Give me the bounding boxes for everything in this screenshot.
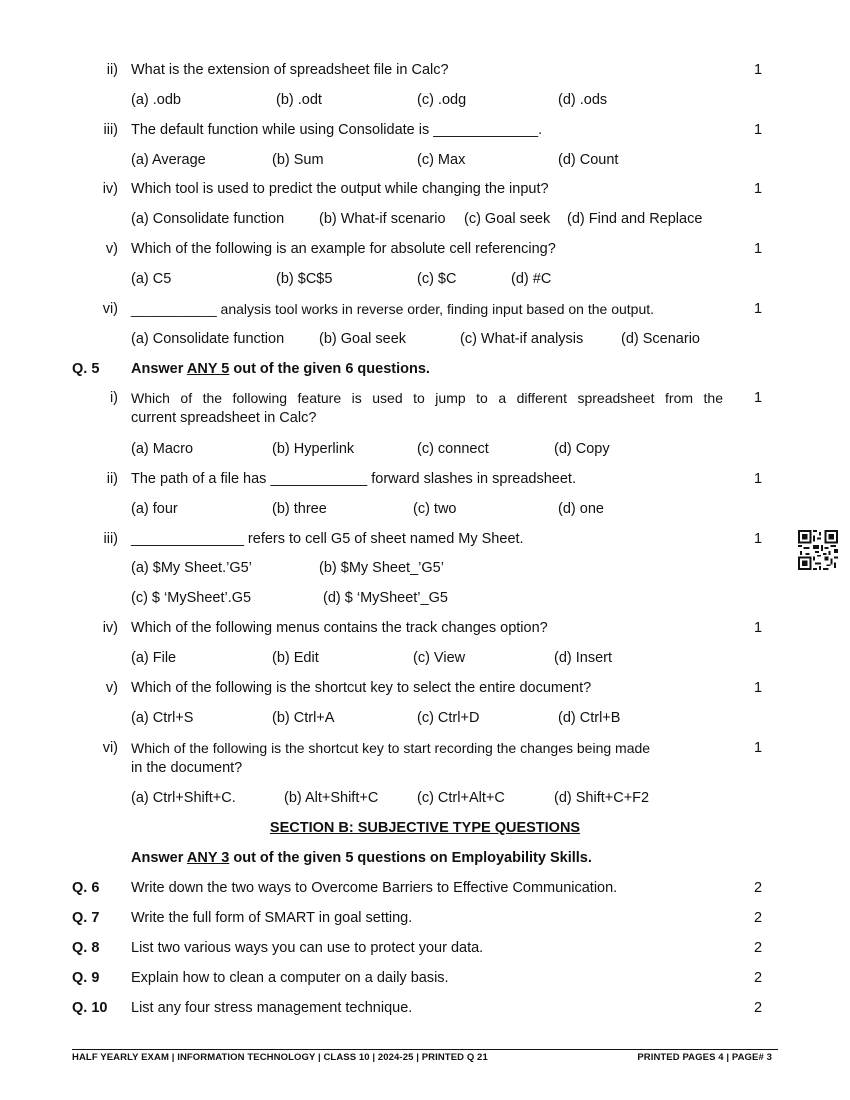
question-marks: 2 bbox=[753, 880, 763, 896]
question-text: Explain how to clean a computer on a daily basis. bbox=[131, 970, 449, 986]
option-a: (a) Ctrl+Shift+C. bbox=[131, 790, 236, 806]
question-label: Q. 6 bbox=[72, 880, 100, 896]
question-text: List any four stress management technique. bbox=[131, 1000, 413, 1016]
question-text: What is the extension of spreadsheet file in Calc? bbox=[131, 62, 449, 78]
option-d: (d) Insert bbox=[554, 650, 613, 666]
question-text: ___________ analysis tool works in reverse order, finding input based on the output. bbox=[131, 301, 655, 317]
option-b: (b) Ctrl+A bbox=[272, 710, 335, 726]
question-text: The path of a file has ____________ forward slashes in spreadsheet. bbox=[131, 471, 576, 487]
q5-label: Q. 5 bbox=[72, 361, 100, 377]
option-a: (a) Consolidate function bbox=[131, 331, 285, 347]
question-label: Q. 10 bbox=[72, 1000, 108, 1016]
question-marks: 1 bbox=[753, 620, 763, 636]
question-text: Write the full form of SMART in goal setting. bbox=[131, 910, 413, 926]
option-a: (a) four bbox=[131, 501, 178, 517]
question-label: Q. 7 bbox=[72, 910, 100, 926]
question-marks: 1 bbox=[753, 680, 763, 696]
option-a: (a) Macro bbox=[131, 441, 194, 457]
question-number: iii) bbox=[103, 122, 118, 138]
option-a: (a) $My Sheet.’G5’ bbox=[131, 560, 252, 576]
option-a: (a) File bbox=[131, 650, 177, 666]
option-b: (b) $My Sheet_’G5’ bbox=[319, 560, 444, 576]
q5-instruction: Answer ANY 5 out of the given 6 questions. bbox=[131, 361, 430, 377]
option-b: (b) three bbox=[272, 501, 327, 517]
qr-code-icon bbox=[798, 530, 838, 570]
question-text: Which tool is used to predict the output while changing the input? bbox=[131, 181, 549, 197]
question-label: Q. 9 bbox=[72, 970, 100, 986]
question-marks: 1 bbox=[753, 531, 763, 547]
option-c: (c) connect bbox=[417, 441, 489, 457]
question-number: ii) bbox=[106, 471, 118, 487]
question-marks: 1 bbox=[753, 122, 763, 138]
option-d: (d) Shift+C+F2 bbox=[554, 790, 650, 806]
question-marks: 1 bbox=[753, 740, 763, 756]
footer-rule bbox=[72, 1049, 778, 1050]
section-b-instruction: Answer ANY 3 out of the given 5 questions on Employability Skills. bbox=[131, 850, 592, 866]
option-d: (d) #C bbox=[511, 271, 552, 287]
question-text: List two various ways you can use to protect your data. bbox=[131, 940, 484, 956]
footer-left: HALF YEARLY EXAM | INFORMATION TECHNOLOGY | CLASS 10 | 2024-25 | PRINTED Q 21 bbox=[72, 1052, 488, 1063]
question-text: Write down the two ways to Overcome Barriers to Effective Communication. bbox=[131, 880, 618, 896]
question-marks: 2 bbox=[753, 1000, 763, 1016]
question-label: Q. 8 bbox=[72, 940, 100, 956]
question-marks: 1 bbox=[753, 181, 763, 197]
option-d: (d) Scenario bbox=[621, 331, 700, 347]
option-a: (a) Ctrl+S bbox=[131, 710, 194, 726]
option-a: (a) Average bbox=[131, 152, 206, 168]
question-text: Which of the following is the shortcut key to select the entire document? bbox=[131, 680, 592, 696]
option-d: (d) Find and Replace bbox=[567, 211, 703, 227]
option-a: (a) C5 bbox=[131, 271, 172, 287]
option-c: (c) Max bbox=[417, 152, 466, 168]
question-number: v) bbox=[105, 241, 118, 257]
question-number: v) bbox=[105, 680, 118, 696]
section-b-heading: SECTION B: SUBJECTIVE TYPE QUESTIONS bbox=[269, 820, 581, 836]
question-marks: 2 bbox=[753, 970, 763, 986]
option-b: (b) Alt+Shift+C bbox=[284, 790, 379, 806]
section-b-instruction-emphasis: ANY 3 bbox=[186, 850, 230, 866]
option-b: (b) .odt bbox=[276, 92, 322, 108]
question-number: iv) bbox=[102, 181, 118, 197]
option-c: (c) .odg bbox=[417, 92, 467, 108]
question-number: iii) bbox=[103, 531, 118, 547]
question-text: Which of the following is an example for absolute cell referencing? bbox=[131, 241, 556, 257]
option-c: (c) What-if analysis bbox=[460, 331, 584, 347]
option-b: (b) Sum bbox=[272, 152, 324, 168]
question-text-line2: in the document? bbox=[131, 760, 243, 776]
question-number: iv) bbox=[102, 620, 118, 636]
question-marks: 1 bbox=[753, 241, 763, 257]
option-b: (b) Edit bbox=[272, 650, 319, 666]
option-d: (d) Count bbox=[558, 152, 619, 168]
option-c: (c) View bbox=[413, 650, 466, 666]
option-b: (b) $C$5 bbox=[276, 271, 333, 287]
option-c: (c) $C bbox=[417, 271, 457, 287]
option-c: (c) two bbox=[413, 501, 457, 517]
option-d: (d) .ods bbox=[558, 92, 608, 108]
option-c: (c) Ctrl+D bbox=[417, 710, 480, 726]
option-d: (d) Copy bbox=[554, 441, 610, 457]
question-number: vi) bbox=[102, 740, 118, 756]
question-number: i) bbox=[109, 390, 118, 406]
question-text: The default function while using Consolidate is _____________. bbox=[131, 122, 543, 138]
question-text: ______________ refers to cell G5 of sheet named My Sheet. bbox=[131, 531, 524, 547]
option-b: (b) What-if scenario bbox=[319, 211, 446, 227]
question-marks: 1 bbox=[753, 62, 763, 78]
question-text-line1: Which of the following is the shortcut key to start recording the changes being made bbox=[131, 740, 651, 756]
question-marks: 2 bbox=[753, 940, 763, 956]
question-marks: 1 bbox=[753, 301, 763, 317]
option-b: (b) Goal seek bbox=[319, 331, 407, 347]
question-number: ii) bbox=[106, 62, 118, 78]
option-a: (a) Consolidate function bbox=[131, 211, 285, 227]
question-text-line2: current spreadsheet in Calc? bbox=[131, 410, 317, 426]
option-c: (c) Ctrl+Alt+C bbox=[417, 790, 505, 806]
option-b: (b) Hyperlink bbox=[272, 441, 355, 457]
option-d: (d) Ctrl+B bbox=[558, 710, 621, 726]
question-text: Which of the following menus contains the track changes option? bbox=[131, 620, 548, 636]
option-c: (c) $ ‘MySheet’.G5 bbox=[131, 590, 252, 606]
q5-instruction-emphasis: ANY 5 bbox=[186, 361, 230, 377]
question-marks: 2 bbox=[753, 910, 763, 926]
question-text-line1: Which of the following feature is used to jump to a different spreadsheet from the bbox=[131, 390, 723, 406]
option-d: (d) one bbox=[558, 501, 604, 517]
option-a: (a) .odb bbox=[131, 92, 181, 108]
question-number: vi) bbox=[102, 301, 118, 317]
option-d: (d) $ ‘MySheet’_G5 bbox=[323, 590, 448, 606]
question-marks: 1 bbox=[753, 390, 763, 406]
question-marks: 1 bbox=[753, 471, 763, 487]
footer-right: PRINTED PAGES 4 | PAGE# 3 bbox=[637, 1052, 772, 1063]
option-c: (c) Goal seek bbox=[464, 211, 551, 227]
